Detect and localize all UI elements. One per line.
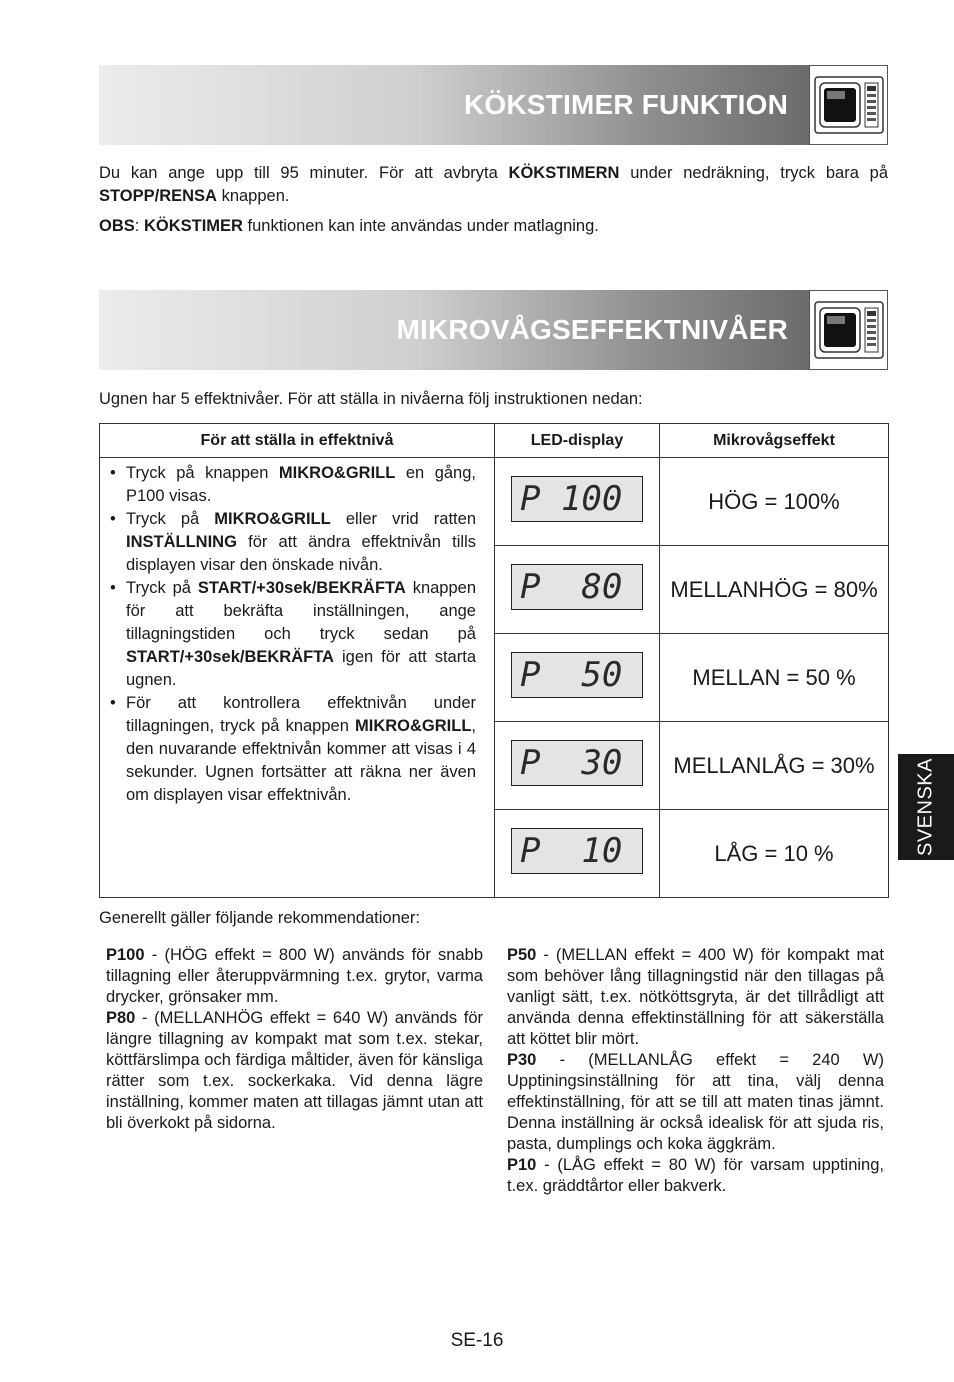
list-item — [110, 692, 476, 807]
lcd-display — [511, 564, 643, 610]
list-item — [110, 577, 476, 692]
section-title: KÖKSTIMER FUNKTION — [463, 89, 788, 120]
p30-description — [507, 1050, 884, 1155]
p100-description — [106, 945, 483, 1008]
text-bold: START/+30sek/BEKRÄFTA — [197, 579, 406, 597]
header-led-display: LED-display — [495, 424, 660, 458]
text-run: en gång, P100 visas. — [126, 464, 476, 505]
list-item — [110, 462, 476, 508]
text-run: : — [134, 217, 144, 235]
effect-level-cell: HÖG = 100% — [660, 458, 889, 546]
text-run: Tryck på — [126, 579, 198, 597]
instruction-list — [100, 458, 494, 807]
text-run: - (LÅG effekt = 80 W) för varsam upptining, t.ex. gräddtårtor eller bakverk. — [507, 1156, 884, 1195]
page-number: SE-16 — [450, 1330, 504, 1351]
lcd-readout: P 10 — [520, 831, 623, 871]
left-column — [106, 945, 483, 1134]
header-microwave-effect: Mikrovågseffekt — [660, 424, 889, 458]
effect-level-cell: LÅG = 10 % — [660, 810, 889, 898]
microwave-icon — [814, 76, 884, 134]
table-row — [100, 458, 889, 546]
text-bold: P100 — [106, 946, 145, 964]
text-bold: START/+30sek/BEKRÄFTA — [126, 648, 334, 666]
list-item — [110, 508, 476, 577]
lcd-display — [511, 476, 643, 522]
led-display-cell — [495, 722, 660, 810]
lcd-readout: P 30 — [520, 743, 623, 783]
text-run: Du kan ange upp till 95 minuter. För att avbryta — [99, 164, 509, 182]
general-recommendations-heading: Generellt gäller följande rekommendationer: — [99, 909, 421, 927]
lcd-display — [511, 740, 643, 786]
section-banner-mikrovagseffekt — [99, 290, 888, 370]
led-display-cell — [495, 458, 660, 546]
text-run: knappen. — [216, 187, 290, 205]
led-display-cell — [495, 810, 660, 898]
kokstimer-note — [99, 215, 888, 238]
text-run: funktionen kan inte användas under matlagning. — [242, 217, 599, 235]
text-bold: P50 — [507, 946, 537, 964]
text-bold: P10 — [507, 1156, 537, 1174]
lcd-display — [511, 652, 643, 698]
text-bold: KÖKSTIMER — [143, 217, 243, 235]
language-tab-label: SVENSKA — [914, 758, 937, 856]
text-run: igen för att starta ugnen. — [126, 648, 476, 689]
led-display-cell — [495, 634, 660, 722]
instructions-cell — [100, 458, 495, 898]
text-bold: MIKRO&GRILL — [278, 464, 396, 482]
kokstimer-description — [99, 162, 888, 208]
lcd-readout: P 100 — [520, 479, 623, 519]
text-run: eller vrid ratten — [330, 510, 476, 528]
text-bold: KÖKSTIMERN — [508, 164, 620, 182]
text-run: knappen för att bekräfta inställningen, ange tillagningstiden och tryck sedan på — [126, 579, 476, 643]
text-run: , den nuvarande effektnivån kommer att visas i 4 sekunder. Ugnen fortsätter att räkna ner även om displayen visar effektnivån. — [126, 717, 476, 804]
power-level-table — [99, 423, 889, 898]
effect-level-cell: MELLAN = 50 % — [660, 634, 889, 722]
led-display-cell — [495, 546, 660, 634]
lcd-display — [511, 828, 643, 874]
text-bold: STOPP/RENSA — [99, 187, 217, 205]
text-bold: INSTÄLLNING — [126, 533, 237, 551]
text-run: För att kontrollera effektnivån under tillagningen, tryck på knappen — [126, 694, 476, 735]
effect-level-cell: MELLANLÅG = 30% — [660, 722, 889, 810]
effect-level-cell: MELLANHÖG = 80% — [660, 546, 889, 634]
language-tab — [898, 754, 954, 860]
section-title: MIKROVÅGSEFFEKTNIVÅER — [396, 314, 788, 345]
p50-description — [507, 945, 884, 1050]
text-run: - (MELLAN effekt = 400 W) för kompakt mat som behöver lång tillagningstid när den tillagas på vanligt sätt, t.ex. nötköttsgryta, är det tillrådligt att använda denna effektinställning för att säkerställa att köttet blir mört. — [507, 946, 884, 1048]
text-bold: P80 — [106, 1009, 136, 1027]
text-bold: MIKRO&GRILL — [214, 510, 331, 528]
header-instructions: För att ställa in effektnivå — [100, 424, 495, 458]
effect-intro: Ugnen har 5 effektnivåer. För att ställa in nivåerna följ instruktionen nedan: — [99, 390, 643, 408]
text-run: - (HÖG effekt = 800 W) används för snabb tillagning eller återuppvärmning t.ex. grytor, varma drycker, grönsaker mm. — [106, 946, 483, 1006]
right-column — [507, 945, 884, 1197]
text-bold: OBS — [99, 217, 135, 235]
p80-description — [106, 1008, 483, 1134]
text-bold: P30 — [507, 1051, 537, 1069]
text-run: under nedräkning, tryck bara på — [619, 164, 888, 182]
microwave-icon — [814, 301, 884, 359]
text-run: Tryck på — [126, 510, 215, 528]
table-header-row — [100, 424, 889, 458]
microwave-icon-box — [809, 290, 888, 370]
text-bold: MIKRO&GRILL — [355, 717, 472, 735]
p10-description — [507, 1155, 884, 1197]
text-run: Tryck på knappen — [126, 464, 279, 482]
text-run: - (MELLANHÖG effekt = 640 W) används för längre tillagning av kompakt mat som t.ex. stekar, köttfärslimpa och färdiga måltider, även för känsliga rätter som t.ex. sockerkaka. Vid denna lägre inställning, kommer maten att tillagas jämnt utan att bli överkokt på sidorna. — [106, 1009, 483, 1132]
text-run: - (MELLANLÅG effekt = 240 W) Upptiningsinställning för att tina, välj denna effektinställning, för att se till att maten tinas jämnt. Denna inställning är också idealisk för att sjuda ris, pasta, dumplings och koka äggkräm. — [507, 1051, 884, 1153]
text-run: för att ändra effektnivån tills displayen visar den önskade nivån. — [126, 533, 476, 574]
lcd-readout: P 80 — [520, 567, 623, 607]
section-banner-kokstimer — [99, 65, 888, 145]
microwave-icon-box — [809, 65, 888, 145]
lcd-readout: P 50 — [520, 655, 623, 695]
